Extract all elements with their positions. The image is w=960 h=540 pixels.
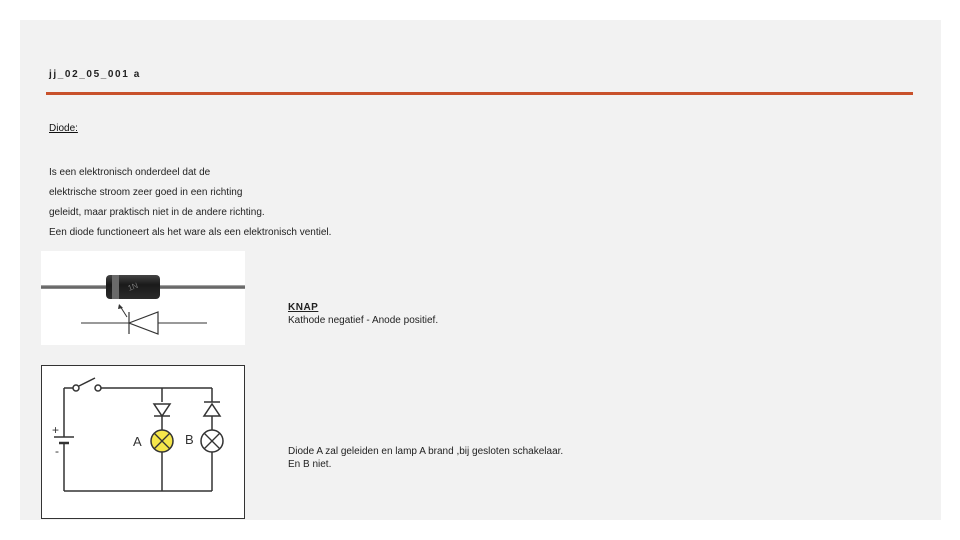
paragraph-line: Is een elektronisch onderdeel dat de [49, 167, 211, 178]
slide-code: jj_02_05_001 a [49, 69, 141, 80]
cathode-band [112, 275, 119, 299]
description-paragraph [49, 163, 409, 243]
diode-illustration [41, 251, 245, 345]
paragraph-line: geleidt, maar praktisch niet in de andere richting. [49, 207, 265, 218]
knap-text: Kathode negatief - Anode positief. [288, 315, 439, 326]
section-heading: Diode: [49, 123, 78, 134]
svg-text:1N: 1N [126, 280, 140, 293]
result-note [288, 445, 563, 471]
switch-contact-right [95, 385, 101, 391]
diode-a-triangle [154, 404, 170, 416]
slide [20, 20, 941, 520]
result-line-1: Diode A zal geleiden en lamp A brand ,bij gesloten schakelaar. [288, 446, 564, 457]
symbol-triangle [129, 312, 158, 334]
knap-note [288, 301, 438, 327]
diode-photo [41, 251, 245, 345]
switch-contact-left [73, 385, 79, 391]
battery-plus-label: + [52, 423, 60, 437]
circuit-schematic [42, 366, 243, 517]
paragraph-line: Een diode functioneert als het ware als een elektronisch ventiel. [49, 227, 332, 238]
lamp-a-label: A [133, 434, 142, 449]
battery-minus-label: - [55, 444, 59, 458]
circuit-diagram [41, 365, 245, 519]
knap-title: KNAP [288, 302, 319, 313]
switch-lever [79, 378, 95, 386]
result-line-2: En B niet. [288, 459, 332, 470]
lamp-b-label: B [185, 432, 194, 447]
diode-b-triangle [204, 404, 220, 416]
accent-rule [46, 92, 913, 95]
paragraph-line: elektrische stroom zeer goed in een richting [49, 187, 243, 198]
